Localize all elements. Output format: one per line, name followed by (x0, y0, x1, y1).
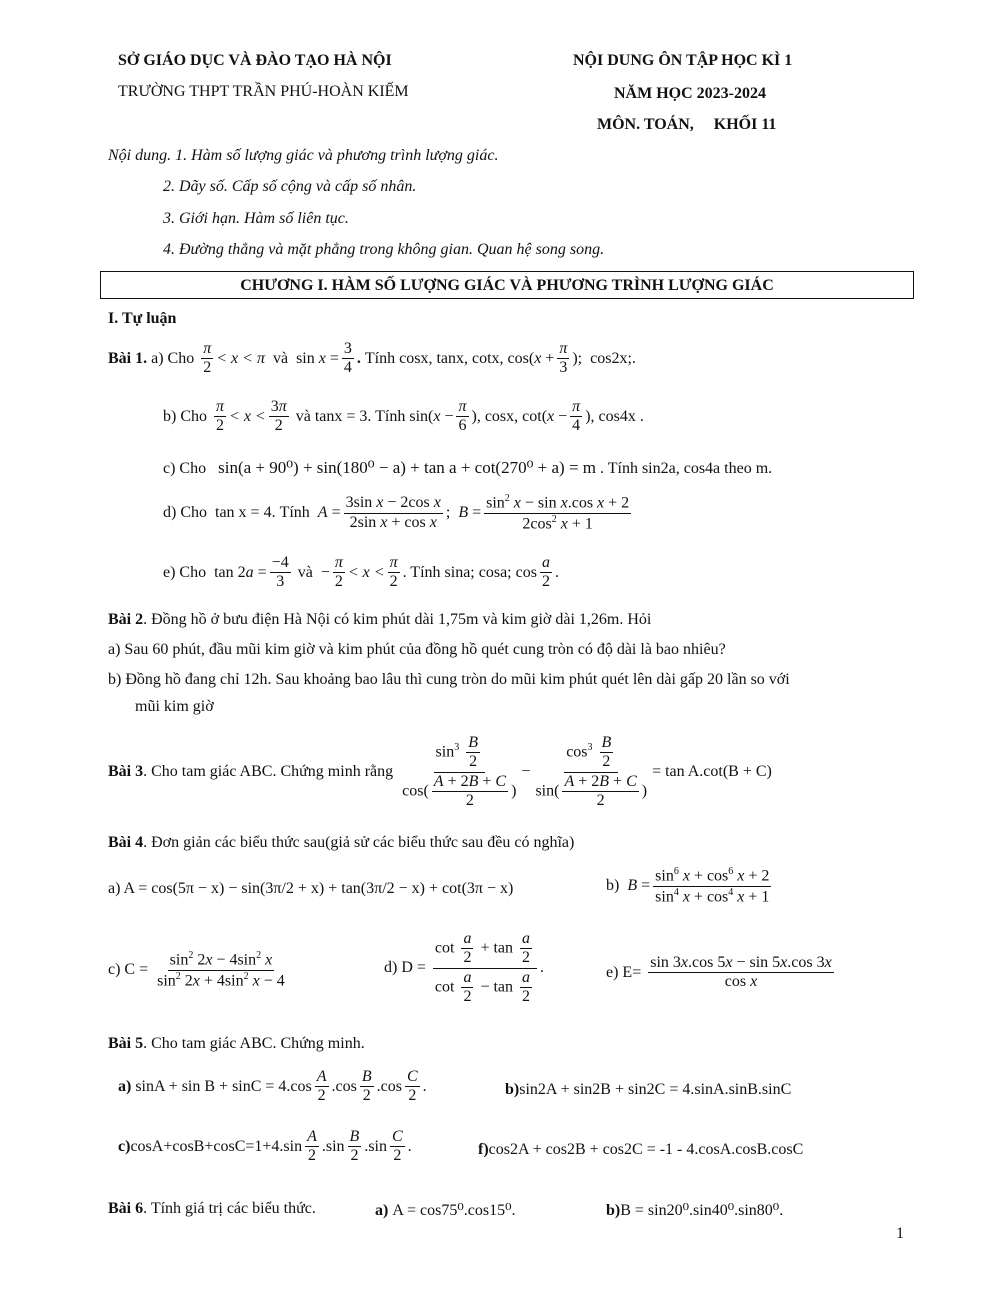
bai5-f-text: cos2A + cos2B + cos2C = -1 - 4.cosA.cosB.cosC (488, 1141, 804, 1158)
bai2 (108, 611, 651, 629)
frac: $\frac{3}{4}$ (343, 340, 352, 377)
bai4-d-label: d) D = (384, 959, 426, 977)
math-inline: cos(x + (507, 349, 555, 367)
bai1-e: e) Cho tan 2a = $\frac{-4}{3}$ và − $\frac{\pi}{2}$ < x < $\frac{\pi}{2}$ . Tính sina; cosa; cos $\frac{a}{2}$ . (163, 554, 559, 591)
bai4 (108, 834, 574, 852)
chapter-title: CHƯƠNG I. HÀM SỐ LƯỢNG GIÁC VÀ PHƯƠNG TRÌNH LƯỢNG GIÁC (100, 271, 914, 299)
bai3: Bài 3 . Cho tam giác ABC. Chứng minh rằng $\sin^3$ $\frac{B}{2}$ cos( $\frac{A + 2B + C}{2}$ ) − $\cos^3$ $\frac{B}{2}$ sin( $\frac{A + 2B + C}{2}$ ) = tan A.cot(B + C) (108, 733, 772, 809)
page-number: 1 (896, 1225, 904, 1242)
bai1-c-prefix: c) Cho (163, 460, 207, 477)
bai6-b (606, 1200, 783, 1220)
subject-grade: MÔN. TOÁN, KHỐI 11 (597, 116, 777, 133)
bai5-a: a) sinA + sin B + sinC = 4.cos $\frac{A}{2}$ .cos $\frac{B}{2}$ .cos $\frac{C}{2}$ . (118, 1068, 427, 1105)
bai1-b-tail: , cosx, (476, 407, 519, 425)
bai2-label: Bài 2 (108, 611, 144, 628)
frac: $\frac{C}{2}$ (406, 1068, 418, 1105)
bai1-c (163, 458, 772, 478)
bai5-c-label: c) (118, 1137, 131, 1155)
frac: $\frac{\pi}{6}$ (458, 398, 467, 435)
frac: $\frac{-4}{3}$ (271, 554, 289, 591)
bai5-b-text: sin2A + sin2B + sin2C = 4.sinA.sinB.sinC (519, 1081, 792, 1098)
bai5-b (505, 1081, 791, 1099)
bai4-c (108, 950, 290, 990)
frac-B: $\frac{\sin^2 x - \sin x.\cos x + 2}{2\cos^2 x + 1}$ (486, 493, 630, 533)
bai4-label: Bài 4 (108, 834, 144, 851)
frac: $\frac{C}{2}$ (392, 1128, 403, 1165)
bai4-e-label: e) E= (606, 963, 642, 981)
section-title: I. Tự luận (108, 310, 177, 327)
bai5-label: Bài 5 (108, 1035, 144, 1052)
frac: $\frac{\sin 3x.\cos 5x - \sin 5x.\cos 3x}{\text{cos x}}$ (650, 954, 832, 991)
bai1-a-and: và (272, 349, 289, 367)
bai5-a-text: sinA + sin B + sinC = 4.cos (135, 1077, 312, 1095)
contents-item-3: 3. Giới hạn. Hàm số liên tục. (163, 210, 349, 227)
bai3-label: Bài 3 (108, 763, 144, 780)
bai4-text: . Đơn giản các biểu thức sau(giả sử các biểu thức sau đều có nghĩa) (143, 834, 575, 851)
bai2-text: . Đồng hồ ở bưu điện Hà Nội có kim phút dài 1,75m và kim giờ dài 1,26m. Hỏi (143, 611, 652, 628)
bai1-b-prefix: b) Cho (163, 407, 207, 425)
bai5-a-label: a) (118, 1077, 132, 1095)
frac-A: $\frac{\text{3sin x − 2cos x}}{\text{2sin x + cos x}}$ (345, 494, 441, 531)
bai2-b-cont: mũi kim giờ (135, 698, 214, 715)
bai1-a-prefix: a) Cho (151, 349, 195, 367)
bai6-label: Bài 6 (108, 1200, 144, 1217)
frac: cot $\frac{a}{2}$ + tan $\frac{a}{2}$ cot $\frac{a}{2}$ − tan $\frac{a}{2}$ (433, 930, 537, 1007)
bai1-d: d) Cho tan x = 4. Tính A = $\frac{\text{3sin x − 2cos x}}{\text{2sin x + cos x}}$ ; B = $\frac{\sin^2 x - \sin x.\cos x + 2}{2\cos^2 x + 1}$ (163, 493, 630, 533)
bai5-c-text: cosA+cosB+cosC=1+4.sin (130, 1137, 303, 1155)
bai1-c-tail: . Tính sin2a, cos4a theo m. (600, 460, 773, 477)
bai6-a (375, 1200, 516, 1220)
contents-item-2: 2. Dãy số. Cấp số cộng và cấp số nhân. (163, 178, 417, 195)
bai1-d-given: tan x = 4. (215, 504, 276, 522)
bai4-d: d) D = cot $\frac{a}{2}$ + tan $\frac{a}{2}$ cot $\frac{a}{2}$ − tan $\frac{a}{2}$ . (384, 930, 545, 1006)
bai6-a-label: a) (375, 1202, 389, 1219)
bai1-label: Bài 1. (108, 349, 148, 367)
bai1-b: b) Cho $\frac{\pi}{2}$ < x < $\frac{3\pi}{2}$ và tanx = 3. Tính sin(x − $\frac{\pi}{6}$ ) , cosx, cot(x − $\frac{\pi}{4}$ ) , cos4x . (163, 398, 644, 435)
bai4-a: a) A = cos(5π − x) − sin(3π/2 + x) + tan(3π/2 − x) + cot(3π − x) (108, 880, 514, 897)
bai1-a: Bài 1. a) Cho $\frac{\pi}{2}$ < x < π và sin x = $\frac{3}{4}$ . Tính cosx, tanx, cotx, cos(x + $\frac{\pi}{3}$ ); cos2x;. (108, 340, 636, 377)
bai5-b-label: b) (505, 1081, 520, 1098)
bai4-e (606, 954, 837, 992)
bai6-b-text: B = sin20⁰.sin40⁰.sin80⁰. (620, 1202, 784, 1219)
bai5-f-label: f) (478, 1141, 489, 1158)
contents-item-1: Nội dung. 1. Hàm số lượng giác và phương trình lượng giác. (108, 147, 499, 164)
frac: $\frac{\pi}{2}$ (334, 554, 343, 591)
frac: $\frac{\pi}{2}$ (216, 398, 225, 435)
bai4-b: b) B = $\frac{\sin^6 x + \cos^6 x + 2}{\sin^4 x + \cos^4 x + 1}$ (606, 866, 770, 906)
bai6-b-label: b) (606, 1202, 621, 1219)
bai4-c-label: c) C = (108, 961, 149, 979)
bai1-a-tail2: cos2x;. (590, 349, 636, 367)
doc-title: NỘI DUNG ÔN TẬP HỌC KÌ 1 (573, 52, 793, 69)
bai5-f (478, 1141, 803, 1159)
bai1-e-prefix: e) Cho (163, 563, 207, 581)
bai1-e-and: và (297, 563, 313, 581)
math-inline: < x < π (216, 349, 265, 367)
frac: $\frac{A}{2}$ (316, 1068, 327, 1105)
bai1-b-mid: và tanx = 3. Tính (295, 407, 406, 425)
frac: $\frac{\pi}{3}$ (559, 340, 568, 377)
bai1-d-prefix: d) Cho (163, 504, 207, 522)
bai1-e-tail: . Tính sina; cosa; (402, 563, 512, 581)
school-year: NĂM HỌC 2023-2024 (614, 85, 766, 102)
school-name: TRƯỜNG THPT TRẦN PHÚ-HOÀN KIẾM (118, 83, 409, 100)
math-inline: sin x = (296, 349, 339, 367)
frac-cos3: $\cos^3$ $\frac{B}{2}$ sin( $\frac{A + 2B + C}{2}$ ) (535, 733, 648, 809)
contents-item-4: 4. Đường thẳng và mặt phẳng trong không gian. Quan hệ song song. (163, 241, 605, 258)
bai1-c-expr: sin(a + 90⁰) + sin(180⁰ − a) + tan a + cot(270⁰ + a) = m (218, 458, 597, 477)
bai1-a-tail: Tính cosx, tanx, cotx, (364, 349, 504, 367)
bai6-a-text: A = cos75⁰.cos15⁰. (392, 1202, 516, 1219)
bai2-b: b) Đồng hồ đang chỉ 12h. Sau khoảng bao lâu thì cung tròn do mũi kim phút quét lên dài gấp 20 lần so với (108, 671, 790, 688)
bai5 (108, 1035, 365, 1053)
bai5-c: c) cosA+cosB+cosC=1+4.sin $\frac{A}{2}$ .sin $\frac{B}{2}$ .sin $\frac{C}{2}$ . (118, 1128, 412, 1165)
frac: $\frac{B}{2}$ (361, 1068, 372, 1105)
bai4-b-label: b) (606, 877, 620, 895)
frac: $\frac{3\pi}{2}$ (270, 398, 287, 435)
frac: $\frac{\pi}{4}$ (572, 398, 581, 435)
frac: $\frac{\pi}{2}$ (203, 340, 212, 377)
bai5-text: . Cho tam giác ABC. Chứng minh. (143, 1035, 365, 1052)
frac: $\frac{\sin^2 2x - 4\sin^2 x}{\sin^2 2x + 4\sin^2 x - 4}$ (157, 950, 285, 990)
frac: $\frac{a}{2}$ (541, 554, 550, 591)
frac: $\frac{B}{2}$ (349, 1128, 360, 1165)
bai3-rhs: = tan A.cot(B + C) (652, 763, 772, 780)
bai1-b-tail2: , cos4x . (590, 407, 644, 425)
bai2-a: a) Sau 60 phút, đầu mũi kim giờ và kim phút của đồng hồ quét cung tròn có độ dài là bao nhiêu? (108, 641, 726, 658)
frac: $\frac{A}{2}$ (307, 1128, 317, 1165)
frac: $\frac{\sin^6 x + \cos^6 x + 2}{\sin^4 x + \cos^4 x + 1}$ (655, 866, 770, 906)
bai6-text: . Tính giá trị các biểu thức. (143, 1200, 316, 1217)
frac-sin3: $\sin^3$ $\frac{B}{2}$ cos( $\frac{A + 2B + C}{2}$ ) (402, 733, 517, 809)
bai6 (108, 1200, 316, 1218)
bai3-text: . Cho tam giác ABC. Chứng minh rằng (143, 763, 394, 780)
department-name: SỞ GIÁO DỤC VÀ ĐÀO TẠO HÀ NỘI (118, 52, 392, 69)
frac: $\frac{\pi}{2}$ (389, 554, 398, 591)
bai1-d-tinh: Tính (279, 504, 310, 522)
